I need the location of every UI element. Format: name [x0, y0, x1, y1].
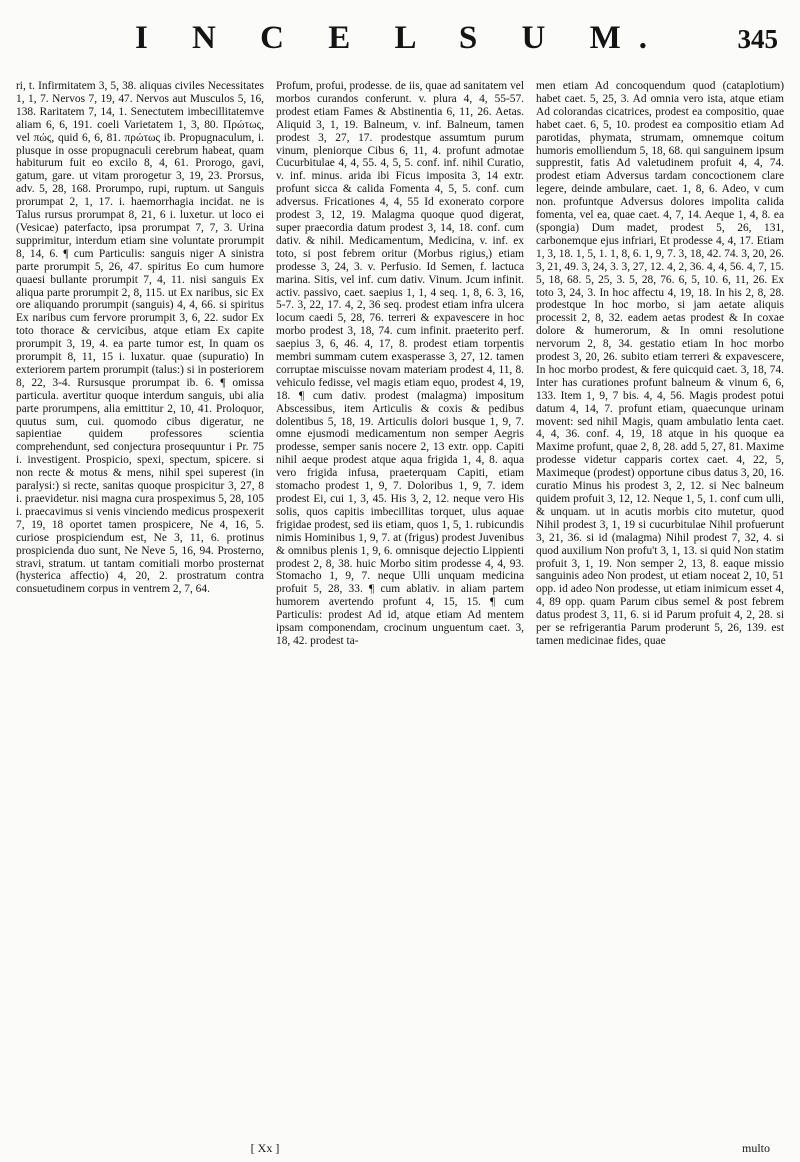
page-header: [0, 14, 800, 74]
running-title: I N C E L S U M.: [134, 20, 666, 56]
catchword: multo: [741, 1141, 770, 1155]
column-right: [530, 80, 790, 1150]
signature-mark: [ Xx ]: [250, 1141, 280, 1155]
column-text: men etiam Ad concoquendum quod (cataplotium) habet caet. 5, 25, 3. Ad omnia vero ista, atque etiam Ad colorandas cicatrices, prodest ea compositio, quae habet caet. 6, 5, 10. prodest ea compositio etiam Ad parotidas, phymata, strumam, omnemque coitum humoris emolliendum 5, 18, 68. qui sanguinem ipsum supprestit, fatis Ad valetudinem profuit 4, 4, 74. prodest etiam Adversus tardam concoctionem clare legere, deinde ambulare, caet. 1, 8, 6. Adeo, v cum non. profuntque Adversus dolores impolita calida fomenta, vel ea, quae caet. 4, 7, 14. Aeque 1, 4, 8. ea (spongia) Dum madet, prodest 5, 26, 131, carbonemque ejus infriari, Et prodesse 4, 4, 17. Etiam 1, 3, 18. 1, 5, 1. 1, 8, 6. 1, 9, 7. 3, 18, 42. 74. 3, 20, 26. 3, 21, 49. 3, 24, 3. 3, 27, 12. 4, 2, 36. 4, 4, 56. 4, 7, 15. 5, 18, 68. 5, 25, 3. 5, 28, 76. 6, 5, 10. 6, 11, 26. Ex toto 3, 24, 3. In hoc affectu 4, 19, 18. In his 2, 8, 28. prodestque In hoc morbo, si jam aetate aliquis processit 2, 8, 32. eadem aetas prodest & In coxae dolore & humerorum, & In omni resolutione nervorum 2, 8, 34. gestatio etiam In hoc morbo prodest 3, 20, 26. subito etiam terreri & expavescere, In hoc morbo prodest, & fere quicquid caet. 3, 18, 74. Inter has curationes profunt balneum & vinum 6, 6, 133. Item 1, 9, 7 bis. 4, 4, 56. Magis prodest potui datum 4, 14, 7. profunt etiam, quaecunque urinam movent: sed nihil Magis, quam ambulatio lenta caet. 4, 4, 36. conf. 4, 19, 18 atque in his quoque ea Maxime profunt, quae 2, 8, 28. add 5, 27, 81. Maxime prodesse videtur capparis cortex caet. 4, 22, 5, Maximeque (prodest) opportune cibus datus 3, 20, 16. curatio Minus his prodest 3, 2, 12. si Nec balneum quidem profuit 3, 12, 12. Neque 1, 5, 1. conf cum ulli, & unquam. ut in acutis morbis cito mutetur, quod Nihil prodest 3, 1, 19 si cucurbitulae Nihil profuerunt 3, 21, 36. si id (malagma) Nihil prodest 7, 32, 4. si quod auxilium Non profu't 3, 1, 13. si quid Non statim profuit 3, 1, 19. Non semper 2, 13, 8. eaque missio sanguinis adeo Non prodest, ut etiam noceat 2, 10, 51 opp. id adeo Non prodesse, ut etiam inimicum esset 4, 4, 89 opp. quam Parum cibus semel & post febrem datus prodest 3, 11, 6. si id Parum profuit 4, 2, 28. si per se refrigerantia Parum proderunt 5, 26, 139. est tamen medicinae fides, quae: [536, 80, 784, 647]
column-left: [10, 80, 270, 1150]
index-columns: [10, 80, 790, 1150]
column-text: Profum, profui, prodesse. de iis, quae ad sanitatem vel morbos curandos conferunt. v. plura 4, 4, 55-57. prodest etiam Fames & Abstinentia 6, 11, 26. Aetas. Aliquid 3, 1, 19. Balneum, v. inf. Balneum, tamen prodest 3, 27, 17. prodestque assumtum purum vinum, pleniorque Cibus 6, 11, 4. profunt admotae Cucurbitulae 4, 4, 55. 4, 5, 5. conf. inf. nihil Curatio, v. inf. minus. arida ibi Ficus imposita 3, 14 extr. profunt sicca & calida Fomenta 4, 5, 5. conf. cum adversus. Fricationes 4, 4, 55 Id exonerato corpore prodest 3, 12, 19. Malagma quoque quod digerat, super praecordia datum prodest 3, 14, 18. conf. cum dativ. & nihil. Medicamentum, Medicina, v. inf. ex toto, si post febrem oritur (Morbus rigius,) etiam prodesse 3, 24, 3. v. Perfusio. Id Semen, f. lactuca marina. Sitis, vel inf. cum dativ. Vinum. Jcum infinit. activ. passivo, caet. saepius 1, 1, 4 seq. 1, 8, 6. 3, 16, 5-7. 3, 22, 17. 4, 2, 36 seq. prodest etiam infra ulcera locum caedi 5, 28, 76. terreri & expavescere in hoc morbo prodest 3, 18, 74. cum infinit. praeterito perf. saepius 3, 6, 46. 4, 17, 8. prodest etiam torpentis membri summam cutem exasperasse 3, 27, 12. tamen corruptae miscuisse novam materiam prodest 4, 11, 8. vehiculo fedisse, vel magis etiam equo, prodest 4, 19, 18. ¶ cum dativ. prodest (malagma) impositum Abscessibus, item Articulis & coxis & pedibus dolentibus 5, 18, 19. Articulis dolori busque 1, 9, 7. omne ejusmodi medicamentum non semper Aegris prodesse, semper sanis nocere 2, 13 extr. opp. Capiti nihil aeque prodest atque aqua frigida 1, 4, 8. aqua vero frigida infusa, praeterquam Capiti, etiam stomacho prodest 1, 9, 7. Doloribus 1, 9, 7. idem prodest Ei, cui 1, 3, 45. His 3, 2, 12. neque vero His solis, quos capitis imbecillitas torquet, ulus aquae frigidae prodest, sed iis etiam, quos 1, 5, 1. rubicundis nimis Hominibus 1, 9, 7. at (frigus) prodest Juvenibus & omnibus plenis 1, 9, 6. omnisque dejectio Lippienti prodest 2, 8, 38. huic Morbo sitim prodesse 4, 4, 93. Stomacho 1, 9, 7. neque Ulli unquam medicina profuit 5, 28, 33. ¶ cum ablativ. in aliam partem humorem avertendo profunt 4, 15, 15. ¶ cum Particulis: prodest Ad id, atque etiam Ad mentem ipsam componendam, crocinum unguentum caet. 3, 18, 42. prodest ta-: [276, 80, 524, 647]
column-text: ri, t. Infirmitatem 3, 5, 38. aliquas civiles Necessitates 1, 1, 7. Nervos 7, 19, 47. Nervos aut Musculos 5, 16, 138. Raritatem 7, 14, 1. Senectutem imbecillitatemve aliam 6, 6, 191. coeli Varietatem 1, 3, 80. Πρώτως, vel πώς, quid 6, 6, 81. πρώτως ib. Propugnaculum, i. plusque in osse propugnaculi cerebrum habeat, quam habiturum fuit eo excilo 8, 4, 61. Prorogo, gavi, gatum, gare. ut vitam prorogetur 3, 19, 23. Prorsus, adv. 5, 28, 168. Prorumpo, rupi, ruptum. ut Sanguis prorumpat 2, 1, 17. i. haemorrhagia incidat. ne is Talus rursus prorumpat 8, 21, 6 i. luxetur. ut loco ei (Vesicae) paterfacto, ipsa prorumpat 7, 7, 3. Urina supprimitur, interdum etiam sine voluntate prorumpit 8, 14, 6. ¶ cum Particulis: sanguis niger A sinistra parte prorumpit 5, 26, 47. spiritus Eo cum humore quaesi bullante prorumpit 7, 4, 11. nisi sanguis Ex aliqua parte prorumpit 2, 8, 115. ut Ex naribus, sic Ex ore aliquando prorumpit (sanguis) 4, 4, 66. si spiritus Ex naribus cum fervore prorumpit 3, 6, 22. sudor Ex toto thorace & cervicibus, atque etiam Ex capite prorumpit 3, 19, 4. ea parte tumor est, In quam os prorumpit 8, 11, 15 i. luxatur. quae (supuratio) In exteriorem partem prorumpit (talus:) si in posteriorem 8, 22, 3-4. Rursusque prorumpat ib. 6. ¶ omissa particula. avertitur quoque interdum sanguis, ubi alia parte prorumpens, alia emittitur 2, 10, 41. Proloquor, quutus sum, cui. quomodo cibus digeratur, ne sapientiae quidem professores scientia comprehendunt, sed conjectura prosequuntur i Pr. 75 i. investigent. Prospicio, spexi, spectum, spicere. si non recte & motus & mens, nihil spei superest (in paralysi:) si recte, sanitas quoque prospicitur 3, 27, 8 i. praevidetur. nisi magna cura prospeximus 5, 28, 105 i. praecavimus si venis vinciendo medicus prospexerit 7, 19, 18 oportet tamen prospicere, Ne 4, 16, 5. curiose prospiciendum est, Ne 3, 11, 6. protinus prospicienda duo sunt, Ne Neve 5, 16, 94. Prosterno, stravi, stratum. ut tantam comitiali morbo prosternat (hysterica affectio) 4, 20, 2. prostratum contra consuetudinem corpus in ventrem 2, 7, 64.: [16, 80, 264, 596]
page-number: 345: [737, 24, 778, 54]
column-middle: [270, 80, 530, 1150]
